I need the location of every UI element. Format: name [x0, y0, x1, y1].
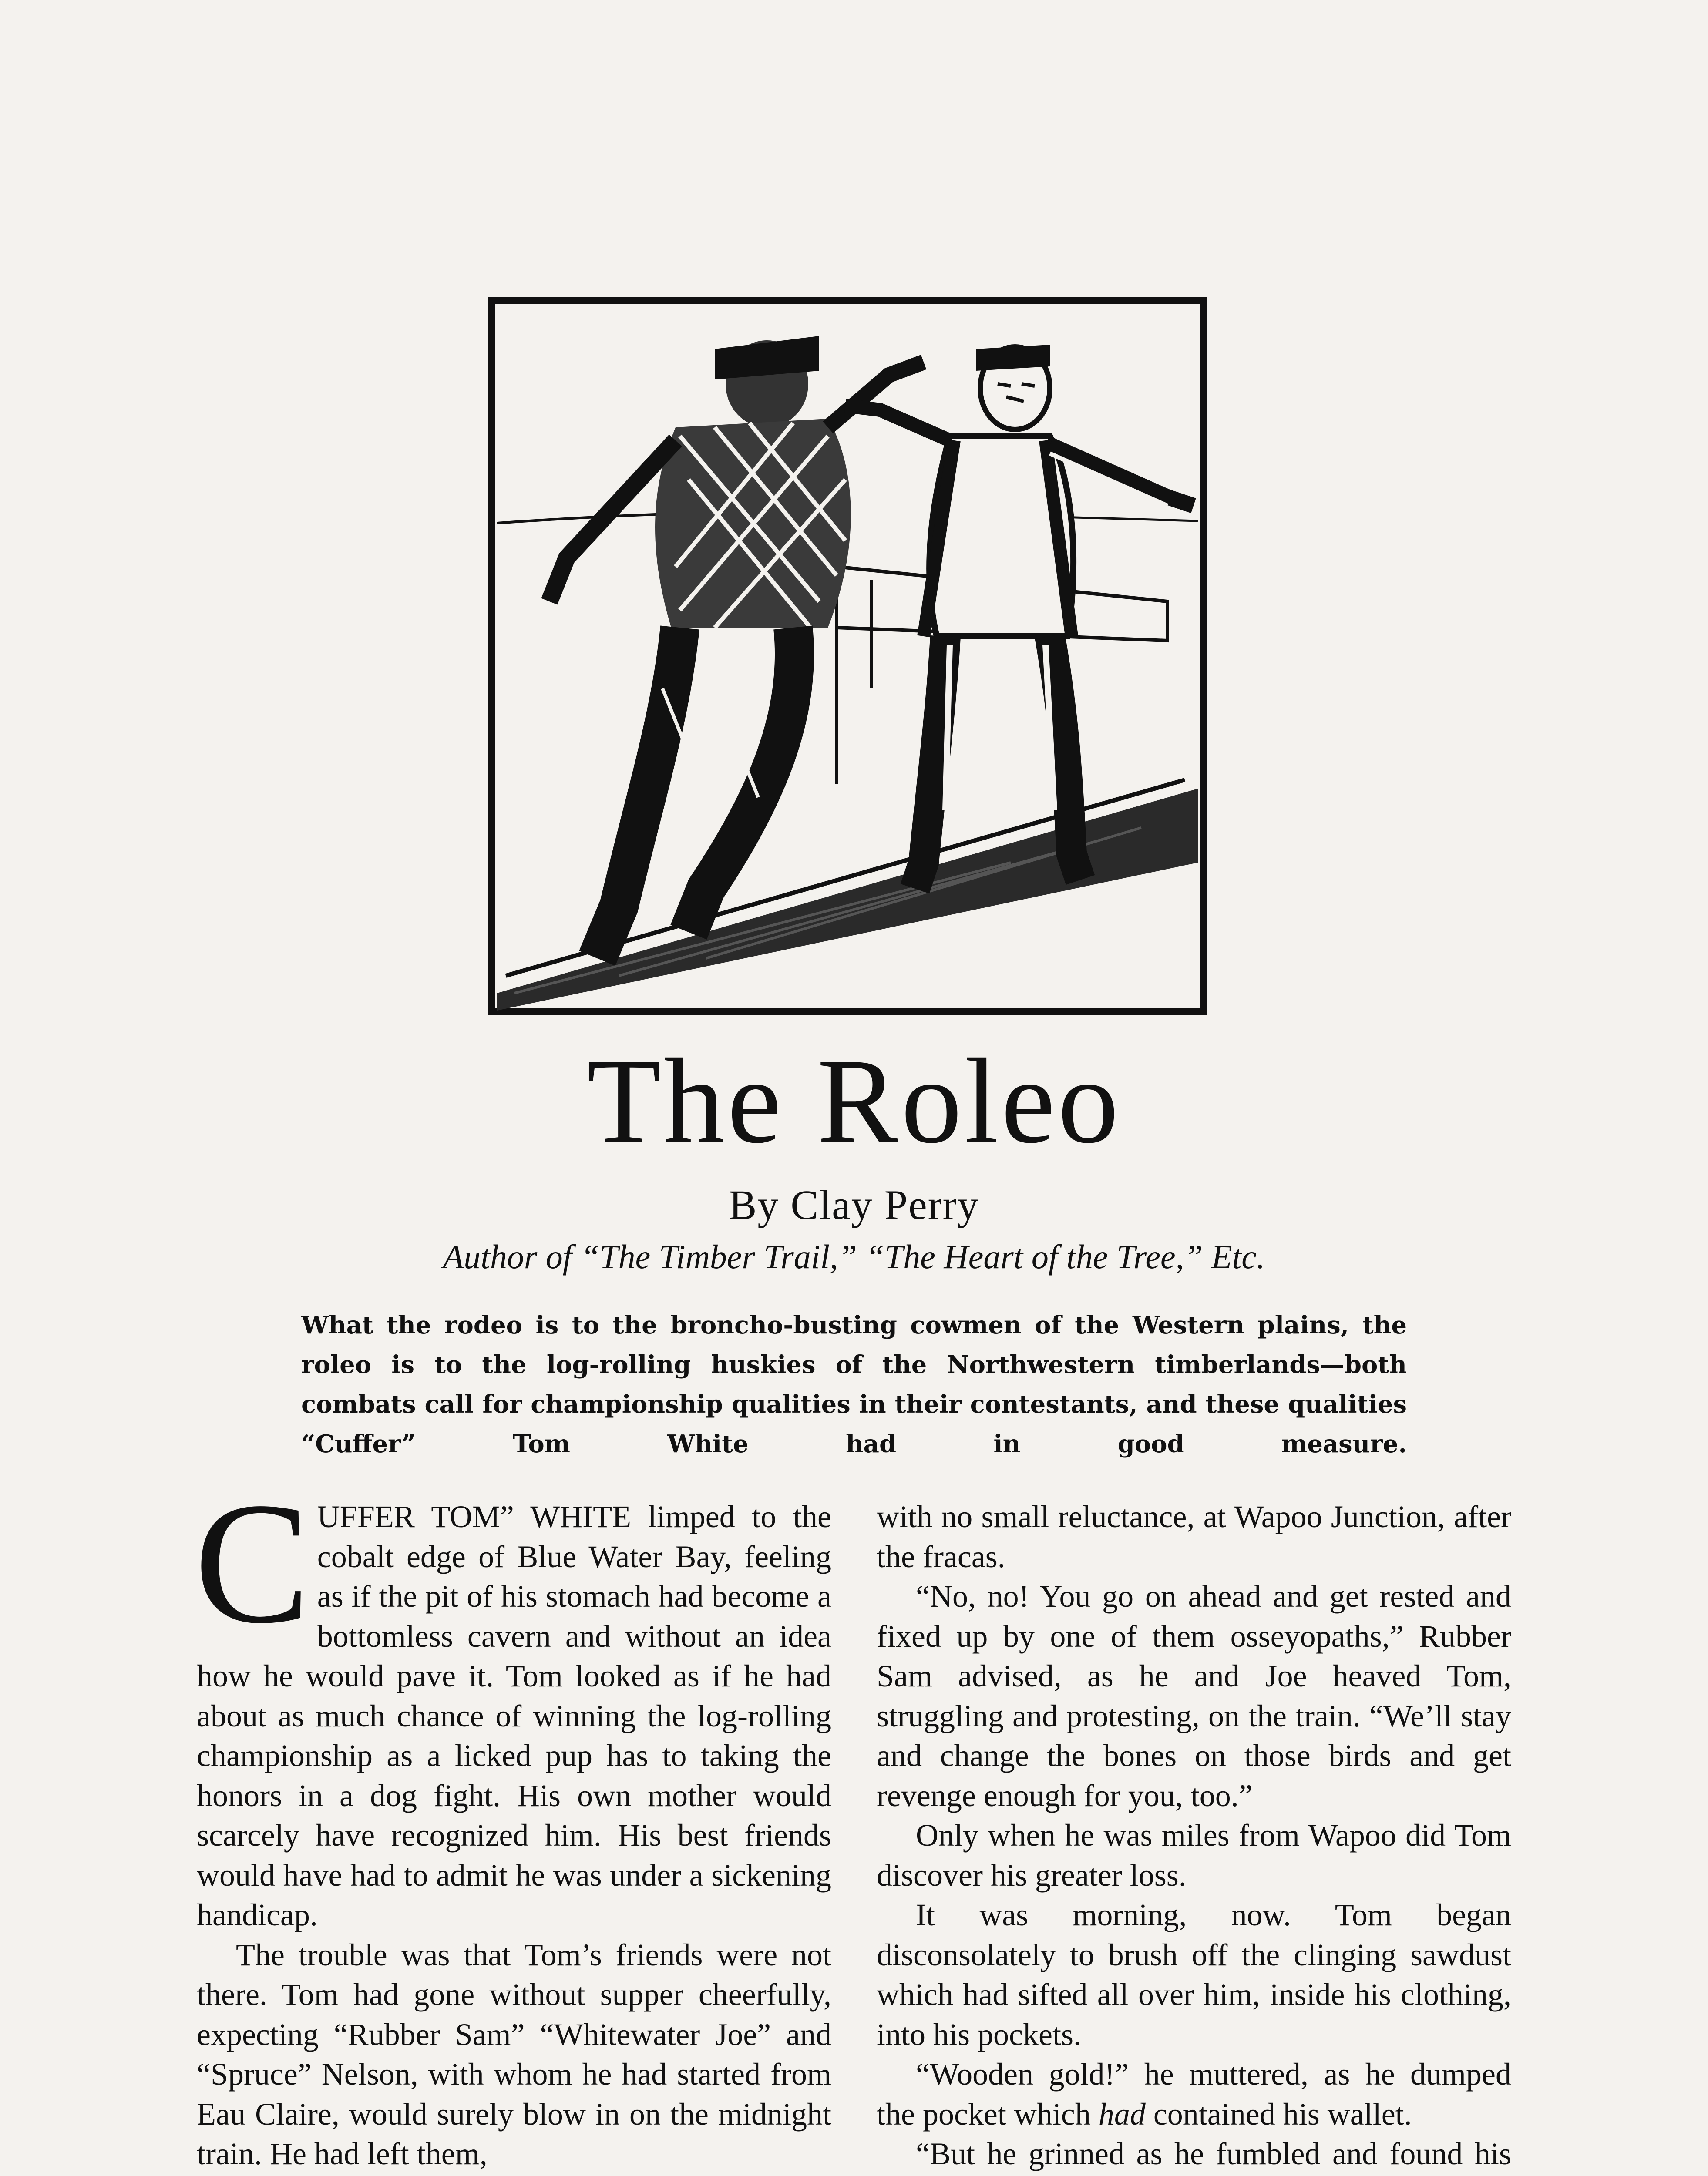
- paragraph-text: “Wooden gold!” he muttered, as he dumped the pocket which: [877, 2057, 1511, 2132]
- left-column: [194, 1467, 831, 2174]
- paragraph: The trouble was that Tom’s friends were not there. Tom had gone without supper cheerfully, expecting “Rubber Sam” “Whitewater Joe” and “Spruce” Nelson, with whom he had started from Eau Claire, would surely blow in on the midnight train. He had left them,: [197, 1937, 831, 2171]
- story-illustration: [488, 297, 1207, 1015]
- paragraph: with no small reluctance, at Wapoo Junction, after the fracas.: [877, 1499, 1511, 1574]
- author-credits: Author of “The Timber Trail,” “The Heart of the Tree,” Etc.: [443, 1238, 1265, 1276]
- drop-cap: C: [194, 1467, 310, 1659]
- paragraph-text: UFFER TOM” WHITE limped to the cobalt edge of Blue Water Bay, feeling as if the pit of his stomach had become a bottomless cavern and without an idea how he would pave it. Tom looked as if he had about as much chance of winning the log-rolling championship as a licked pup has to taking the honors in a dog fight. His own mother would scarcely have recognized him. His best friends would have had to admit he was under a sickening handicap.: [197, 1499, 831, 1932]
- paragraph-text: contained his wallet.: [1145, 2096, 1412, 2132]
- emphasis: had: [1098, 2096, 1146, 2132]
- article-intro: What the rodeo is to the broncho-busting cowmen of the Western plains, the roleo is to the log-rolling huskies of the Northwestern timberlands—both combats call for championship qualities in their contestants, and these qualities “Cuffer” Tom White had in good measure.: [301, 1311, 1407, 1458]
- article-byline: By Clay Perry: [729, 1182, 979, 1228]
- paragraph: Only when he was miles from Wapoo did Tom discover his greater loss.: [877, 1818, 1511, 1893]
- paragraph: [877, 2055, 1511, 2134]
- right-column: [877, 1497, 1511, 2176]
- article-title: The Roleo: [586, 1033, 1122, 1169]
- paragraph: “No, no! You go on ahead and get rested and fixed up by one of them osseyopaths,” Rubber Sam advised, as he and Joe heaved Tom, struggling and protesting, on the train. “We’ll stay and change the bones on those birds and get revenge enough for you, too.”: [877, 1579, 1511, 1813]
- paragraph: It was morning, now. Tom began disconsolately to brush off the clinging sawdust which had sifted all over him, inside his clothing, into his pockets.: [877, 1897, 1511, 2052]
- paragraph: [194, 1467, 831, 1935]
- paragraph: “But he grinned as he fumbled and found his: [916, 2136, 1511, 2171]
